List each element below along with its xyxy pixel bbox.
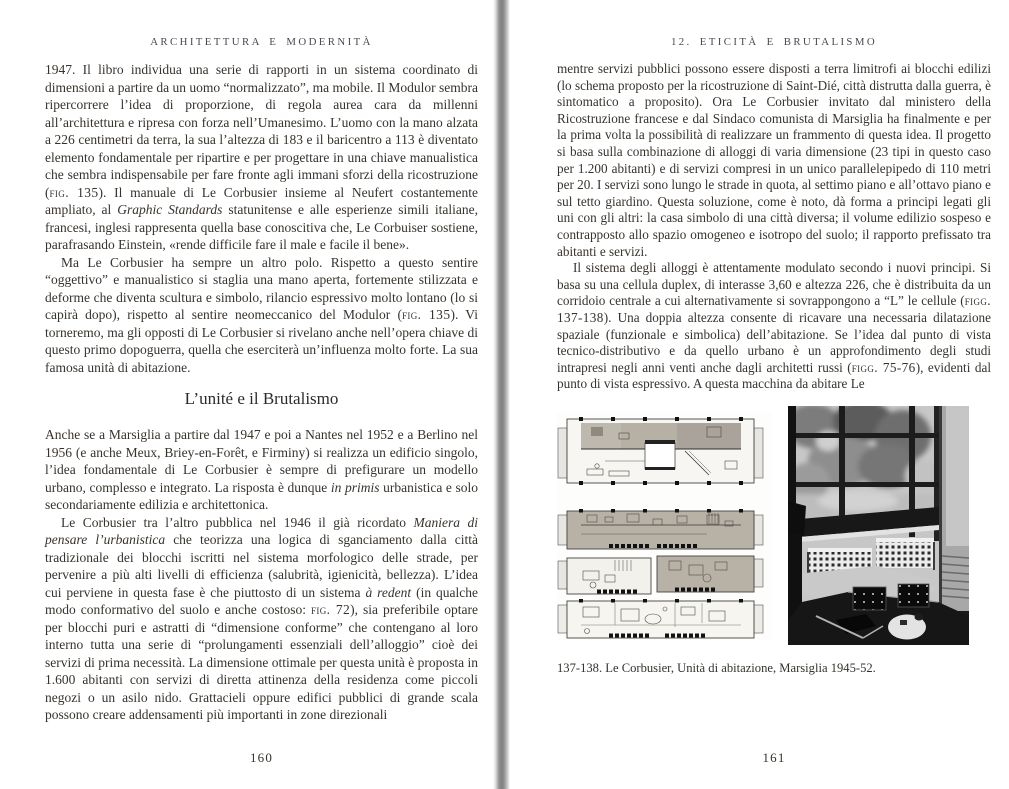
book-gutter bbox=[493, 0, 510, 789]
page-right bbox=[557, 0, 991, 789]
paragraph: Le Corbusier tra l’altro pubblica nel 1946 il già ricordato Maniera di pensare l’urbanistica che teorizza una logica di sganciamento dalla città tradizionale dei blocchi iscritti nel sistema morfologico delle strade, per pervenire a più alti livelli di efficienza (salubrità, igienicità, bellezza). L’idea cui perviene in questa fase è che piuttosto di un sistema à redent (in qualche modo conformativo del suolo e anche costoso: fig. 72), sia preferibile optare per blocchi puri e astratti di “dimensione conforme” che contengano al loro interno tutta una serie di “prolungamenti essenziali dell’alloggio” cioè dei servizi di prima necessità. La dimensione ottimale per questa unità è proposta in 1.600 abitanti con servizi di diretta attinenza della residenza come piccoli negozi o un asilo nido. Grattacieli oppure edifici pubblici di grande scala possono creare addensamenti più importanti in zone direzionali bbox=[45, 514, 479, 722]
figure-caption: 137-138. Le Corbusier, Unità di abitazione, Marsiglia 1945-52. bbox=[557, 660, 876, 675]
paragraph: Il sistema degli alloggi è attentamente modulato secondo i nuovi principi. Si basa su una cellula duplex, di interasse 3,60 e altezza 226, che è distribuita da un corridoio centrale a cui alternativamente si sovrappongono a “L” le cellule (figg. 137-138). Una doppia altezza consente di ricavare una necessaria dilatazione spaziale (funzionale e simbolica) dell’abitazione. Se l’idea dal punto di vista tecnico-distributivo e da quello urbano è un approfondimento degli studi intrapresi negli anni venti anche dagli architetti russi (figg. 75-76), evidenti dal punto di vista espressivo. A questa macchina da abitare Le bbox=[557, 260, 992, 392]
running-header-left: ARCHITETTURA E MODERNITÀ bbox=[150, 36, 373, 48]
plan-middle bbox=[558, 556, 763, 594]
left-body-lower bbox=[45, 426, 478, 724]
section-heading: L’unité e il Brutalismo bbox=[184, 389, 339, 408]
left-body-upper bbox=[45, 61, 478, 376]
stool bbox=[898, 584, 929, 607]
paragraph: 1947. Il libro individua una serie di rapporti in un sistema coordinato di dimensioni a partire da un uomo “normalizzato”, ma mobile. Il Modulor sembra ripercorrere l’idea di proporzione, di regola aurea cara da millenni all’architettura e ripresa con forza nell’Umanesimo. L’uomo con la mano alzata a 226 centimetri da terra, la sua l’altezza di 183 e il baricentro a 113 è diventato elemento fondamentale per ripartire e per progettare in una chiave manualistica che sembra indispensabile per fare fronte agli immani sforzi della ricostruzione (fig. 135). Il manuale di Le Corbusier insieme al Neufert costantemente ampliato, al Graphic Standards statunitense e alle esperienze simili italiane, francesi, inglesi rappresenta quella base conoscitiva che, Le Corbuiser sostiene, parafrasando Einstein, «rende difficile fare il male e facile il bene». bbox=[45, 62, 479, 252]
figures-row bbox=[557, 406, 991, 645]
right-body bbox=[557, 61, 991, 393]
page-number-right: 161 bbox=[762, 750, 786, 765]
page-number-left: 160 bbox=[249, 750, 274, 765]
paragraph: Ma Le Corbusier ha sempre un altro polo. Rispetto a questo sentire “oggettivo” e manualistico si staglia una mano aperta, fortemente stilizzata e deforme che diventa scultura e simbolo, rilancio espressivo molto lontano (lo si capirà dopo), rispetto al sentire neomeccanico del Modulor (fig. 135). Vi torneremo, ma gli opposti di Le Corbusier si rivelano anche nell’opera chiave di questo primo dopoguerra, quella che eserciterà un’influenza molto forte. La sua famosa unità di abitazione. bbox=[45, 254, 478, 375]
interior-photo-figure bbox=[788, 406, 969, 645]
running-header-right: 12. ETICITÀ E BRUTALISMO bbox=[670, 36, 878, 48]
floor-plans-figure bbox=[557, 413, 772, 640]
page-left bbox=[45, 0, 478, 789]
stool bbox=[853, 587, 886, 610]
plan-upper bbox=[558, 509, 763, 549]
section-drawing bbox=[558, 417, 763, 485]
paragraph: mentre servizi pubblici possono essere disposti a terra limitrofi ai blocchi edilizi (lo schema proposto per la ricostruzione di Saint-Dié, città distrutta dalla guerra, è sintomatico a proposito). Ora Le Corbusier invitato dal ministero della Ricostruzione francese e dal Sindaco comunista di Marsiglia ha finalmente e per la prima volta la possibilità di realizzare un frammento di questa idea. Il progetto si basa sulla combinazione di alloggi di varia dimensione (23 tipi in questo caso per 1.200 abitanti) e di servizi compresi in un unico parallelepipedo di 110 metri per 20. I servizi sono lungo le strade in quota, al settimo piano e all’ottavo piano e sul tetto giardino. Questa soluzione, come è noto, dà forma a principi legati gli uni con gli altri: la casa simbolo di una città diversa; il volume edilizio sospeso e contrapposto allo spazio omogeneo e isotropo del suolo; il rapporto prefissato tra abitanti e servizi. bbox=[557, 61, 991, 259]
paragraph: Anche se a Marsiglia a partire dal 1947 e poi a Nantes nel 1952 e a Berlino nel 1956 (e anche Meux, Briey-en-Forêt, e Firminy) si realizza un edificio singolo, l’idea fondamentale di Le Corbusier è sempre di prefigurare un modello urbano, complesso e integrato. La risposta è dunque in primis urbanistica e solo secondariamente edilizia e architettonica. bbox=[45, 427, 478, 512]
plan-lower bbox=[558, 599, 763, 638]
